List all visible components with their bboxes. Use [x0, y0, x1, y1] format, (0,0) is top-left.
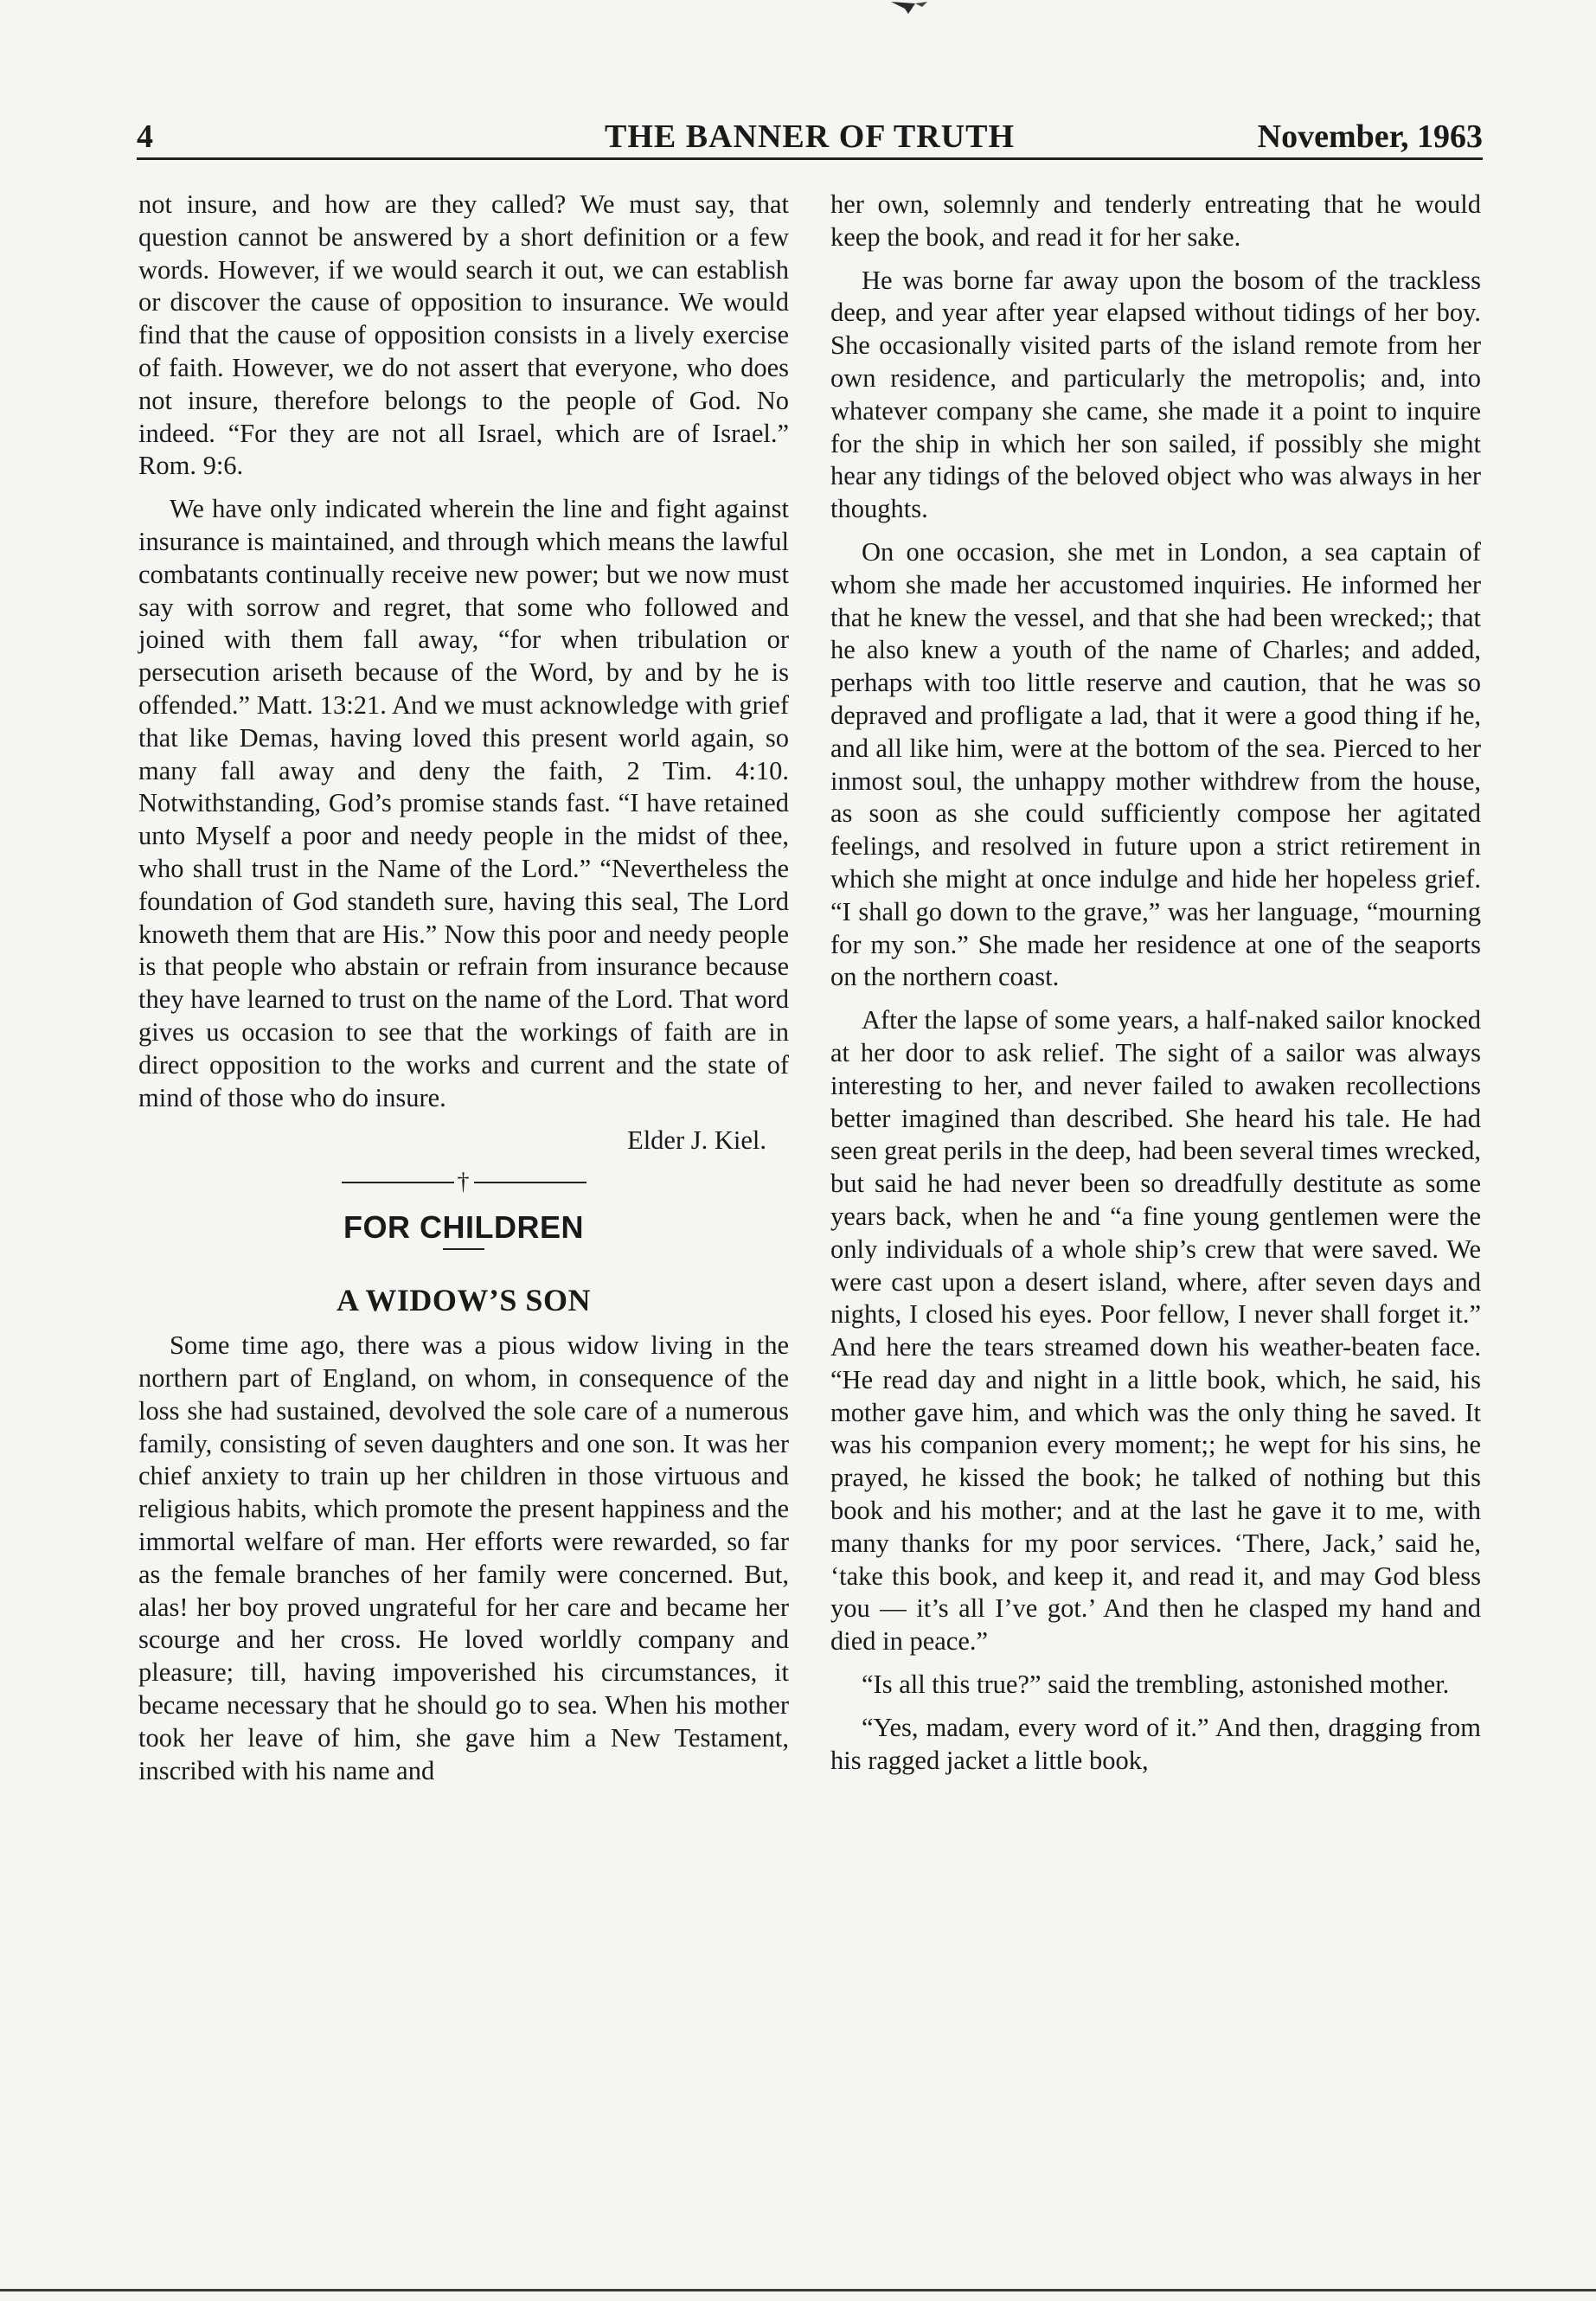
heading-rule: [443, 1248, 484, 1250]
cross-icon: †: [457, 1168, 471, 1195]
running-header: [137, 114, 1483, 160]
paragraph: Some time ago, there was a pious widow living in the northern part of England, on whom, in consequence of the loss she had sustained, devolved the sole care of a numerous family, consisting of seven daughters and one son. It was her chief anxiety to train up her children in those virtuous and religious habits, which promote the present happiness and the immortal welfare of man. Her efforts were rewarded, so far as the female branches of her family were concerned. But, alas! her boy proved ungrateful for her care and became her scourge and her cross. He loved worldly company and pleasure; till, having impoverished his circumstances, it became necessary that he should go to sea. When his mother took her leave of him, she gave him a New Testament, inscribed with his name and: [138, 1330, 789, 1785]
paragraph: her own, solemnly and tenderly entreating that he would keep the book, and read it for her sake.: [830, 189, 1481, 252]
paragraph: He was borne far away upon the bosom of the trackless deep, and year after year elapsed without tidings of her boy. She occasionally visited parts of the island remote from her own residence, and particularly the metropolis; and, into whatever company she came, she made it a point to inquire for the ship in which her son sailed, if possibly she might hear any tidings of the beloved object who was always in her thoughts.: [830, 265, 1481, 524]
issue-date: November, 1963: [1257, 119, 1483, 155]
left-column: [138, 189, 789, 1798]
article-signature: Elder J. Kiel.: [627, 1125, 766, 1156]
section-heading: FOR CHILDREN: [343, 1208, 584, 1245]
page-bottom-edge: [0, 2289, 1596, 2291]
story-title: A WIDOW’S SON: [337, 1283, 591, 1318]
paragraph: On one occasion, she met in London, a sea captain of whom she made her accustomed inquiries. He informed her that he knew the vessel, and that she had been wrecked;; that he also knew a youth of the name of Charles; and added, perhaps with too little reserve and caution, that he was so depraved and profligate a lad, that it were a good thing if he, and all like him, were at the bottom of the sea. Pierced to her inmost soul, the unhappy mother withdrew from the house, as soon as she could sufficiently compose her agitated feelings, and resolved in future upon a strict retirement in which she might at once indulge and hide her hopeless grief. “I shall go down to the grave,” was her language, “mourning for my son.” She made her residence at one of the seaports on the northern coast.: [830, 536, 1481, 992]
paragraph: We have only indicated wherein the line and fight against insurance is maintained, and through which means the lawful combatants continually receive new power; but we now must say with sorrow and regret, that some who followed and joined with them fall away, “for when tribulation or persecution ariseth because of the Word, by and by he is offended.” Matt. 13:21. And we must acknowledge with grief that like Demas, having loved this present world again, so many fall away and deny the faith, 2 Tim. 4:10. Notwithstanding, God’s promise stands fast. “I have retained unto Myself a poor and needy people in the midst of thee, who shall trust in the Name of the Lord.” “Nevertheless the foundation of God standeth sure, having this seal, The Lord knoweth them that are His.” Now this poor and needy people is that people who abstain or refrain from insurance because they have learned to trust on the name of the Lord. That word gives us occasion to see that the workings of faith are in direct opposition to the works and current and the state of mind of those who do insure.: [138, 494, 789, 1112]
scan-artifact-mark: [874, 0, 952, 26]
binding-mark-icon: [874, 0, 952, 26]
divider-line: [342, 1182, 454, 1183]
paragraph: not insure, and how are they called? We must say, that question cannot be answered by a short definition or a few words. However, if we would search it out, we can establish or discover the cause of opposition to insurance. We would find that the cause of opposition consists in a lively exercise of faith. However, we do not assert that everyone, who does not insure, therefore belongs to the people of God. No indeed. “For they are not all Israel, which are of Israel.” Rom. 9:6.: [138, 189, 789, 481]
paragraph: “Is all this true?” said the trembling, astonished mother.: [862, 1670, 1450, 1700]
paragraph: “Yes, madam, every word of it.” And then, dragging from his ragged jacket a little book,: [830, 1712, 1481, 1775]
publication-title: THE BANNER OF TRUTH: [604, 119, 1016, 155]
page-number: 4: [137, 119, 153, 155]
section-divider: [138, 1164, 789, 1198]
right-column: [830, 189, 1481, 1787]
divider-line: [474, 1182, 586, 1183]
paragraph: After the lapse of some years, a half-naked sailor knocked at her door to ask relief. The sight of a sailor was always interesting to her, and never failed to awaken recollections better imagined than described. She heard his tale. He had seen great perils in the deep, had been several times wrecked, but said he had never been so dreadfully destitute as some years back, when he and “a fine young gentlemen were the only individuals of a whole ship’s crew that were saved. We were cast upon a desert island, where, after seven days and nights, I closed his eyes. Poor fellow, I never shall forget it.” And here the tears streamed down his weather-beaten face. “He read day and night in a little book, which, he said, his mother gave him, and which was the only thing he saved. It was his companion every moment;; he wept for his sins, he prayed, he kissed the book; he talked of nothing but this book and his mother; and at the last he gave it to me, with many thanks for my poor services. ‘There, Jack,’ said he, ‘take this book, and keep it, and read it, and may God bless you — it’s all I’ve got.’ And then he clasped my hand and died in peace.”: [830, 1005, 1481, 1657]
